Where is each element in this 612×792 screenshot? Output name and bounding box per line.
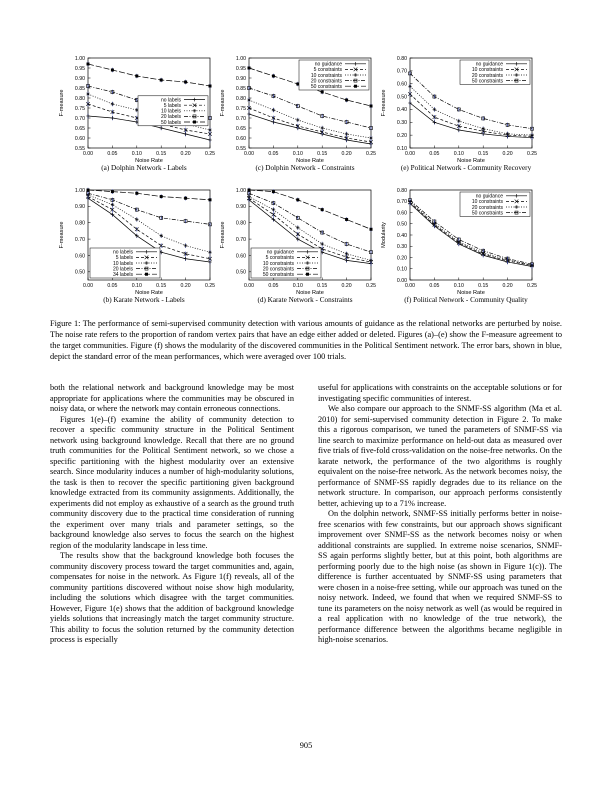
legend-label: 50 constraints	[471, 210, 503, 217]
data-point	[248, 189, 251, 192]
data-point	[159, 234, 163, 238]
y-tick-label: 0.80	[235, 220, 246, 227]
x-tick-label: 0.15	[317, 283, 328, 289]
y-tick-label: 0.70	[396, 199, 407, 206]
y-tick-label: 0.90	[74, 204, 85, 211]
y-tick-label: 0.80	[74, 220, 85, 227]
y-tick-label: 0.85	[74, 85, 85, 92]
y-tick-label: 0.90	[235, 75, 246, 82]
chart-panel-c	[211, 52, 399, 178]
y-tick-label: 0.20	[396, 132, 407, 139]
series-line	[249, 100, 371, 138]
data-point	[408, 84, 412, 88]
series-line	[249, 114, 371, 144]
x-tick-label: 0.25	[204, 283, 216, 289]
legend-label: 50 constraints	[262, 272, 294, 278]
subfigure-caption: (f) Political Network - Community Quality	[404, 296, 528, 304]
y-tick-label: 0.60	[235, 135, 246, 142]
legend-label: no guidance	[266, 249, 294, 256]
x-tick-label: 0.15	[478, 283, 489, 289]
series-line	[88, 193, 210, 224]
y-tick-label: 0.70	[74, 236, 85, 243]
body-paragraph: On the dolphin network, SNMF-SS initially performs better in noise-free scenarios with few constraints, but our approach shows significant improvement over SNMF-SS as the network becomes noisy or when additional constraints are supplied. In extreme noise scenarios, SNMF-SS again performs slightly better, but at this point, both algorithms are performing poorly due to the high noise (as shown in Figure 1(c)). The difference is further accentuated by SNMF-SS using parameters that were chosen in a noise-free setting, while our approach was tuned on the noisy network. Indeed, we found that when we required SNMF-SS to tune its parameters on the noisy network as well (as would be required in a real application with no knowledge of the true network), the performance difference between the algorithms became negligible in high-noise scenarios.	[318, 509, 562, 644]
x-tick-label: 0.05	[268, 283, 279, 289]
y-tick-label: 0.95	[235, 65, 246, 72]
y-tick-label: 0.65	[235, 125, 246, 132]
y-tick-label: 1.00	[74, 55, 85, 62]
data-point	[111, 190, 114, 193]
data-point	[248, 67, 251, 70]
series-line	[249, 190, 371, 229]
data-point	[296, 118, 300, 122]
y-tick-label: 0.60	[74, 135, 85, 142]
y-tick-label: 0.80	[396, 55, 407, 62]
legend-marker	[354, 85, 357, 88]
x-tick-label: 0.25	[365, 151, 377, 157]
y-tick-label: 0.65	[74, 125, 85, 132]
y-tick-label: 0.20	[396, 255, 407, 262]
data-point	[272, 208, 276, 212]
legend-label: no labels	[112, 249, 133, 256]
data-point	[111, 69, 114, 72]
data-point	[135, 192, 138, 195]
x-tick-label: 0.10	[292, 283, 303, 289]
y-tick-label: 0.50	[396, 94, 407, 101]
y-tick-label: 0.40	[396, 232, 407, 239]
x-tick-label: 0.10	[292, 151, 303, 157]
y-tick-label: 0.40	[396, 107, 407, 114]
y-tick-label: 0.50	[235, 269, 246, 276]
x-tick-label: 0.00	[404, 151, 416, 157]
legend-marker	[306, 273, 309, 276]
x-axis-label: Noise Rate	[457, 290, 485, 296]
data-point	[272, 75, 275, 78]
y-tick-label: 0.80	[396, 187, 407, 194]
x-tick-label: 0.05	[107, 151, 118, 157]
legend	[460, 60, 530, 84]
chart-political-quality	[372, 184, 560, 296]
y-tick-label: 0.70	[235, 115, 246, 122]
legend-label: 5 constraints	[265, 255, 294, 262]
subfigure-caption: (c) Dolphin Network - Constraints	[255, 164, 355, 172]
legend	[90, 248, 160, 278]
data-point	[184, 244, 188, 248]
chart-political-recovery	[372, 52, 560, 164]
legend-label: 10 labels	[160, 108, 181, 115]
y-tick-label: 0.30	[396, 244, 407, 251]
chart-karate-constraints	[211, 184, 399, 296]
y-tick-label: 0.70	[74, 115, 85, 122]
legend-marker	[145, 261, 149, 265]
chart-panel-e	[372, 52, 560, 178]
x-tick-label: 0.20	[180, 151, 191, 157]
data-point	[87, 189, 90, 192]
x-tick-label: 0.25	[526, 151, 538, 157]
series-line	[249, 88, 371, 128]
data-point	[247, 98, 251, 102]
data-point	[111, 116, 115, 120]
legend-label: 10 labels	[112, 260, 133, 267]
data-point	[184, 197, 187, 200]
x-tick-label: 0.05	[429, 283, 440, 289]
y-tick-label: 0.80	[74, 95, 85, 102]
body-paragraph: useful for applications with constraints on the acceptable solutions or for investigating specific communities of interest.	[318, 383, 562, 403]
data-point	[184, 132, 188, 136]
y-tick-label: 0.55	[235, 145, 246, 152]
data-point	[86, 92, 90, 96]
figure-caption: Figure 1: The performance of semi-supervised community detection with various amounts of guidance as the relational networks are perturbed by noise. The noise rate refers to the proportion of random vertex pairs that have an edge either added or deleted. Figures (a)–(e) show the F-measure agreement to the target communities. Figure (f) shows the modularity of the discovered communities in the Political Sentiment network. The error bars, shown in blue, depict the standard error of the mean performances, which were averaged over 100 trials.	[50, 319, 562, 361]
y-tick-label: 0.60	[396, 81, 407, 88]
x-axis-label: Noise Rate	[457, 158, 485, 164]
data-point	[457, 128, 461, 132]
legend-label: 20 constraints	[262, 266, 294, 273]
y-tick-label: 0.85	[235, 85, 246, 92]
legend-label: 5 constraints	[313, 67, 342, 74]
legend-label: no guidance	[314, 61, 342, 68]
y-axis-label: F-measure	[59, 221, 65, 249]
x-tick-label: 0.20	[502, 283, 513, 289]
x-tick-label: 0.00	[82, 283, 94, 289]
subfigure-caption: (d) Karate Network - Constraints	[257, 296, 353, 304]
x-tick-label: 0.00	[404, 283, 416, 289]
body-paragraph: The results show that the background knowledge both focuses the community discovery process toward the target communities and, again, compensates for noise in the network. As Figure 1(f) reveals, all of the community partitions discovered without noise show high modularity, including the solutions which disagree with the target communities. However, Figure 1(e) shows that the addition of background knowledge yields solutions that increasingly match the target community structure. This ability to focus the solution returned by the community detection process is especially	[50, 551, 294, 644]
x-tick-label: 0.15	[478, 151, 489, 157]
legend-label: 10 constraints	[471, 67, 503, 74]
x-tick-label: 0.00	[243, 151, 255, 157]
x-tick-label: 0.05	[429, 151, 440, 157]
y-tick-label: 1.00	[74, 187, 85, 194]
x-tick-label: 0.20	[341, 151, 352, 157]
legend-label: 20 labels	[112, 266, 133, 273]
y-tick-label: 0.55	[74, 145, 85, 152]
y-tick-label: 0.95	[74, 65, 85, 72]
series-line	[249, 108, 371, 142]
data-point	[160, 79, 163, 82]
legend-label: 20 labels	[160, 114, 181, 121]
data-point	[111, 203, 115, 207]
data-point	[345, 99, 348, 102]
data-point	[296, 198, 299, 201]
y-tick-label: 0.90	[235, 204, 246, 211]
legend-label: 10 constraints	[310, 72, 342, 79]
y-axis-label: F-measure	[220, 221, 226, 249]
x-tick-label: 0.20	[341, 283, 352, 289]
x-tick-label: 0.10	[453, 283, 464, 289]
legend-label: no guidance	[475, 61, 503, 68]
legend-label: 20 constraints	[471, 204, 503, 211]
data-point	[160, 195, 163, 198]
y-tick-label: 0.70	[235, 236, 246, 243]
legend	[299, 60, 369, 90]
body-paragraph: We also compare our approach to the SNMF-SS algorithm (Ma et al. 2010) for semi-supervised community detection in Figure 2. To make this a rigorous comparison, we tuned the parameters of SNMF-SS via line search to maximize performance on held-out data as measured over five trials of five-fold cross-validation on the noise-free networks. On the karate network, the performance of the two algorithms is roughly equivalent on the noise-free network. As the network becomes noisy, the performance of SNMF-SS rapidly degrades due to its reliance on the network structure. In comparison, our approach performs consistently better, achieving up to a 71% increase.	[318, 404, 562, 508]
data-point	[506, 132, 510, 136]
y-tick-label: 0.60	[396, 210, 407, 217]
subfigure-caption: (e) Political Network - Community Recovery	[400, 164, 532, 172]
y-axis-label: F-measure	[381, 89, 387, 117]
legend-label: 10 constraints	[471, 199, 503, 206]
body-column-left	[50, 383, 294, 646]
data-point	[272, 190, 275, 193]
legend	[460, 192, 530, 216]
legend-marker	[306, 261, 310, 265]
data-point	[345, 252, 349, 256]
x-tick-label: 0.10	[453, 151, 464, 157]
x-tick-label: 0.20	[180, 283, 191, 289]
y-tick-label: 1.00	[235, 55, 246, 62]
y-tick-label: 1.00	[235, 187, 246, 194]
x-tick-label: 0.00	[82, 151, 94, 157]
x-tick-label: 0.25	[365, 283, 377, 289]
data-point	[345, 132, 349, 136]
legend	[251, 248, 321, 278]
legend-label: 50 constraints	[471, 78, 503, 85]
y-tick-label: 0.00	[396, 277, 407, 284]
x-tick-label: 0.15	[317, 151, 328, 157]
x-axis-label: Noise Rate	[135, 290, 163, 296]
legend-label: 10 constraints	[262, 260, 294, 267]
chart-panel-f	[372, 184, 560, 310]
legend-marker	[193, 121, 196, 124]
y-axis-label: F-measure	[220, 89, 226, 117]
page-number: 905	[299, 741, 313, 750]
legend-label: 5 labels	[163, 103, 181, 109]
legend-label: 50 labels	[160, 119, 181, 126]
series-line	[410, 103, 532, 138]
chart-panel-a	[50, 52, 238, 178]
x-tick-label: 0.00	[243, 283, 255, 289]
chart-dolphin-labels	[50, 52, 238, 164]
data-point	[433, 108, 437, 112]
chart-karate-labels	[50, 184, 238, 296]
legend-label: 20 constraints	[471, 72, 503, 79]
x-axis-label: Noise Rate	[296, 290, 324, 296]
legend-label: no guidance	[475, 193, 503, 200]
y-tick-label: 0.60	[74, 253, 85, 260]
data-point	[135, 75, 138, 78]
x-tick-label: 0.10	[131, 283, 142, 289]
y-tick-label: 0.75	[235, 105, 246, 112]
data-point	[184, 257, 188, 261]
data-point	[321, 91, 324, 94]
legend-marker	[145, 273, 148, 276]
data-point	[247, 112, 251, 116]
y-tick-label: 0.70	[396, 68, 407, 75]
y-tick-label: 0.50	[74, 269, 85, 276]
subfigure-caption: (b) Karate Network - Labels	[103, 296, 185, 304]
x-axis-label: Noise Rate	[135, 158, 163, 164]
data-point	[272, 120, 276, 124]
x-tick-label: 0.20	[502, 151, 513, 157]
x-tick-label: 0.25	[526, 283, 538, 289]
legend-label: 5 labels	[115, 255, 133, 262]
data-point	[320, 126, 324, 130]
body-column-right	[318, 383, 562, 646]
y-tick-label: 0.80	[235, 95, 246, 102]
data-point	[87, 63, 90, 66]
x-tick-label: 0.25	[204, 151, 216, 157]
body-paragraph: Figures 1(e)–(f) examine the ability of community detection to recover a specific community structure in the Political Sentiment network using background knowledge. Recall that there are no ground truth communities for the Political Sentiment network, so we chose a specific partitioning with the highest modularity over an extensive search. Since modularity induces a number of high-modularity solutions, the task is then to recover the specific partitioning given background knowledge extracted from its community assignments. Additionally, the experiments did not employ as exhaustive of a search as the ground truth community discovery due to the practical time consideration of running the experiment over many trials and parameter settings, so the background knowledge also serves to focus the search on the highest region of the modularity landscape in less time.	[50, 414, 294, 550]
y-tick-label: 0.75	[74, 105, 85, 112]
legend-marker	[354, 73, 358, 77]
y-tick-label: 0.90	[74, 75, 85, 82]
data-point	[321, 208, 324, 211]
data-point	[345, 218, 348, 221]
data-point	[457, 119, 461, 123]
legend-label: 34 labels	[112, 272, 133, 278]
x-tick-label: 0.10	[131, 151, 142, 157]
y-tick-label: 0.50	[396, 221, 407, 228]
series-line	[410, 94, 532, 136]
legend-label: 50 constraints	[310, 84, 342, 90]
data-point	[159, 126, 163, 130]
y-tick-label: 0.30	[396, 120, 407, 127]
subfigure-caption: (a) Dolphin Network - Labels	[101, 164, 187, 172]
data-point	[135, 218, 139, 222]
data-point	[481, 127, 485, 131]
data-point	[111, 102, 115, 106]
y-tick-label: 0.10	[396, 266, 407, 273]
body-paragraph: both the relational network and background knowledge may be most appropriate for applications where the communities may be obscured in noisy data, or where the network may contain erroneous connections.	[50, 383, 294, 413]
chart-dolphin-constraints	[211, 52, 399, 164]
series-line	[88, 64, 210, 86]
legend	[138, 96, 208, 126]
data-point	[296, 226, 300, 230]
x-axis-label: Noise Rate	[296, 158, 324, 164]
chart-panel-b	[50, 184, 238, 310]
y-tick-label: 0.10	[396, 145, 407, 152]
data-point	[184, 81, 187, 84]
legend-label: no labels	[160, 97, 181, 104]
x-tick-label: 0.15	[156, 283, 167, 289]
y-axis-label: F-measure	[59, 89, 65, 117]
series-line	[410, 86, 532, 135]
x-tick-label: 0.15	[156, 151, 167, 157]
series-line	[249, 193, 371, 252]
x-tick-label: 0.05	[107, 283, 118, 289]
data-point	[86, 114, 90, 118]
x-tick-label: 0.05	[268, 151, 279, 157]
legend-label: 20 constraints	[310, 78, 342, 85]
chart-panel-d	[211, 184, 399, 310]
data-point	[272, 108, 276, 112]
y-tick-label: 0.60	[235, 253, 246, 260]
y-axis-label: Modularity	[381, 222, 387, 248]
